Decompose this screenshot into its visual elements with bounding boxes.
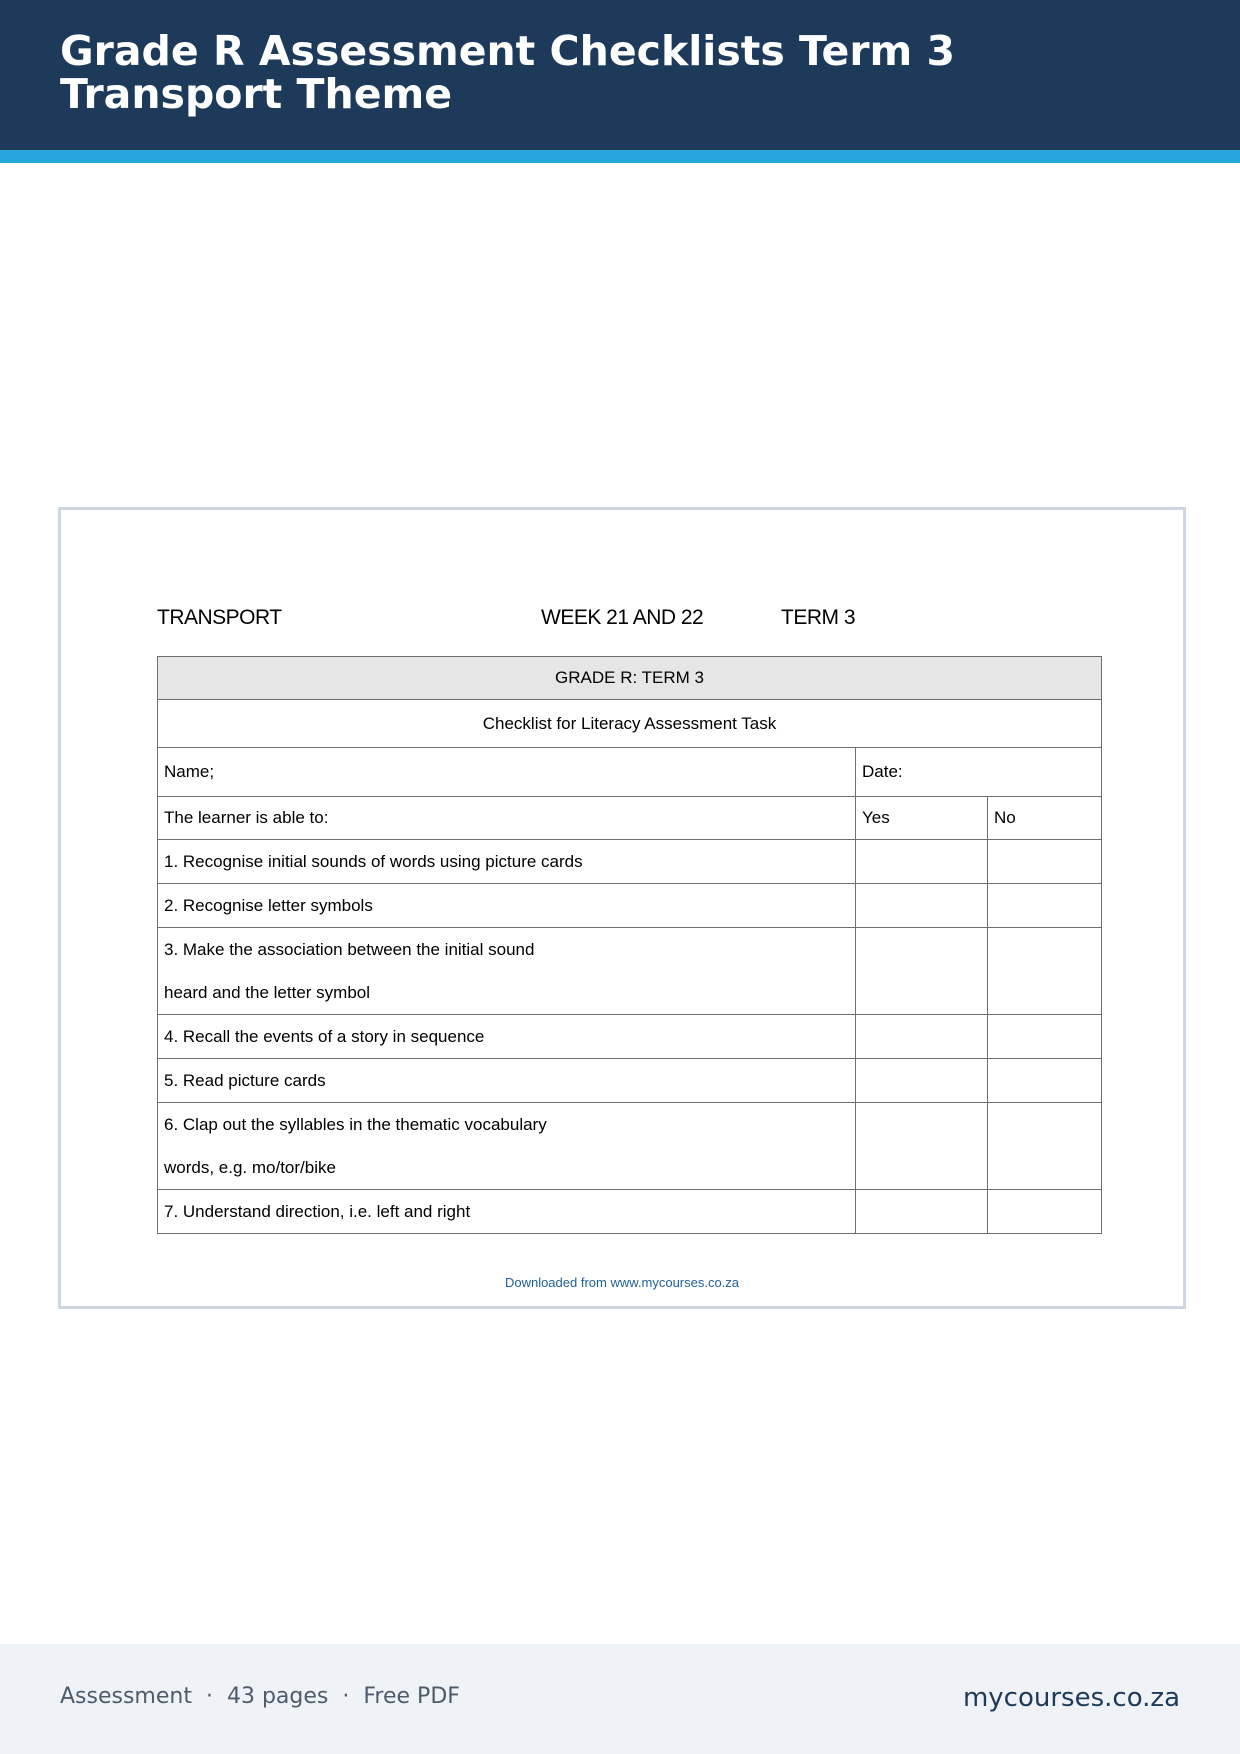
page-title: Grade R Assessment Checklists Term 3 Transport Theme — [60, 27, 956, 118]
criterion-row — [158, 1015, 1102, 1059]
no-cell — [988, 1190, 1102, 1234]
yes-cell — [856, 840, 988, 884]
yes-cell — [856, 1015, 988, 1059]
yes-cell — [856, 1103, 988, 1190]
criterion-row — [158, 1190, 1102, 1234]
literacy-checklist-table — [157, 656, 1102, 1234]
criterion-row — [158, 840, 1102, 884]
grade-cell: GRADE R: TERM 3 — [158, 657, 1102, 700]
no-cell — [988, 1103, 1102, 1190]
site-brand[interactable]: mycourses.co.za — [962, 1683, 1180, 1713]
yes-cell — [856, 884, 988, 928]
criterion-line: 7. Understand direction, i.e. left and right — [164, 1202, 471, 1221]
format-label: Free PDF — [363, 1684, 460, 1709]
date-label: Date: — [856, 748, 1102, 797]
criterion-line: 2. Recognise letter symbols — [164, 896, 373, 915]
grade-row — [158, 657, 1102, 700]
name-date-row — [158, 748, 1102, 797]
header-accent-bar — [0, 150, 1240, 163]
criterion-line: heard and the letter symbol — [164, 983, 371, 1002]
no-cell — [988, 1015, 1102, 1059]
no-cell — [988, 1059, 1102, 1103]
criterion-text — [158, 1059, 856, 1103]
document-preview — [58, 507, 1186, 1309]
yes-cell — [856, 1059, 988, 1103]
page-header — [0, 0, 1240, 150]
criterion-text — [158, 1190, 856, 1234]
yes-cell — [856, 1190, 988, 1234]
yes-cell — [856, 928, 988, 1015]
theme-label: TRANSPORT — [157, 606, 282, 629]
yes-column-header: Yes — [856, 797, 988, 840]
week-label: WEEK 21 AND 22 — [541, 606, 704, 629]
criterion-line: 4. Recall the events of a story in sequence — [164, 1027, 485, 1046]
no-column-header: No — [988, 797, 1102, 840]
criterion-row — [158, 884, 1102, 928]
checklist-title: Checklist for Literacy Assessment Task — [158, 700, 1102, 748]
meta-separator: · — [342, 1684, 350, 1709]
criterion-text — [158, 1103, 856, 1190]
name-label: Name; — [158, 748, 856, 797]
page-footer — [0, 1644, 1240, 1754]
criterion-text — [158, 928, 856, 1015]
download-note: Downloaded from www.mycourses.co.za — [504, 1275, 740, 1290]
criterion-text — [158, 884, 856, 928]
no-cell — [988, 840, 1102, 884]
page-count: 43 pages — [226, 1684, 329, 1709]
intro-label: The learner is able to: — [158, 797, 856, 840]
no-cell — [988, 928, 1102, 1015]
category-label: Assessment — [60, 1684, 192, 1709]
criterion-text — [158, 1015, 856, 1059]
meta-separator: · — [205, 1684, 213, 1709]
criterion-row — [158, 928, 1102, 1015]
term-label: TERM 3 — [781, 606, 856, 629]
criterion-row — [158, 1103, 1102, 1190]
criterion-row — [158, 1059, 1102, 1103]
checklist-title-row — [158, 700, 1102, 748]
criterion-text — [158, 840, 856, 884]
no-cell — [988, 884, 1102, 928]
criterion-line: 5. Read picture cards — [164, 1071, 326, 1090]
criterion-line: 3. Make the association between the initial sound — [164, 940, 535, 959]
criteria-header-row — [158, 797, 1102, 840]
footer-meta — [60, 1684, 460, 1709]
criterion-line: words, e.g. mo/tor/bike — [164, 1158, 336, 1177]
criterion-line: 6. Clap out the syllables in the thematic vocabulary — [164, 1115, 547, 1134]
criterion-line: 1. Recognise initial sounds of words using picture cards — [164, 852, 583, 871]
